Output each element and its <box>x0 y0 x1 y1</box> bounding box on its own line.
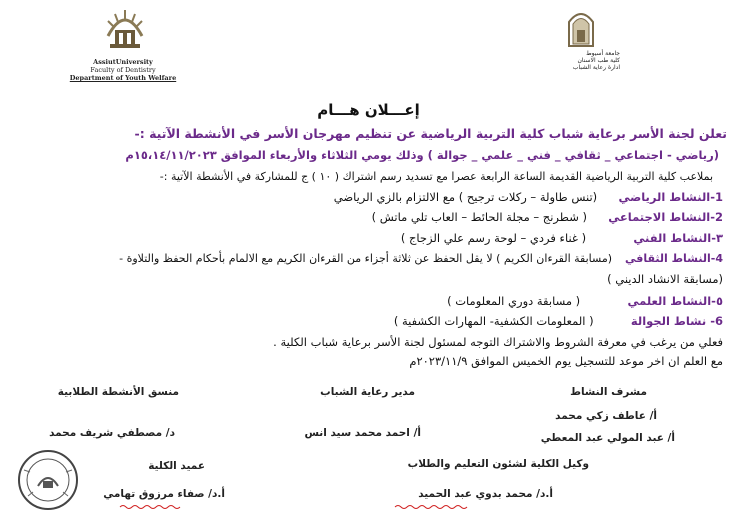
activity-detail: ( المعلومات الكشفية- المهارات الكشفية ) <box>393 314 594 328</box>
activity-detail: (مسابقة القرءان الكريم ) لا يقل الحفظ عن ثلاثة أجزاء من القرءان الكريم مع الالمام بأحكام الحفظ والتلاوة - <box>119 252 613 265</box>
activity-label: ٣-النشاط الفني <box>633 231 723 245</box>
activity-detail: ( شطرنج – مجلة الحائط – العاب تلي ماتش ) <box>371 210 587 224</box>
activity-detail: ( غناء فردي – لوحة رسم علي الزجاج ) <box>400 231 587 245</box>
note-line-1: فعلي من يرغب في معرفة الشروط والاشتراك التوجه لمسئول لجنة الأسر برعاية شباب الكلية . <box>273 335 723 349</box>
activity-label: 1-النشاط الرياضي <box>618 190 723 204</box>
header-right-line1: جامعة أسيوط <box>586 50 620 57</box>
activity-label: 6- نشاط الجوالة <box>630 314 723 328</box>
youth-director-title: مدير رعاية الشباب <box>320 386 415 398</box>
activity-label: 4-النشاط الثقافي <box>625 252 723 265</box>
venue-line: بملاعب كلية التربية الرياضية القديمة الساعة الرابعة عصرا مع تسديد رسم اشتراك ( ١٠ ) ج للمشاركة في الأنشطة الآتية :- <box>159 170 713 183</box>
vice-dean-title: وكيل الكلية لشئون التعليم والطلاب <box>407 458 589 470</box>
university-name: AssiutUniversity <box>93 58 153 66</box>
supervisor-name-1: أ/ عاطف زكي محمد <box>555 410 657 422</box>
activity-label: 2-النشاط الاجتماعي <box>608 210 723 224</box>
activity-detail: (تنس طاولة – ركلات ترجيح ) مع الالتزام بالزي الرياضي <box>333 190 598 204</box>
coordinator-title: منسق الأنشطة الطلابية <box>57 386 179 398</box>
header-right-line3: ادارة رعاية الشباب <box>572 64 620 71</box>
activity-label: (مسابقة الانشاد الديني ) <box>607 272 723 286</box>
supervisor-name-2: أ/ عبد المولي عبد المعطي <box>540 432 675 444</box>
note-line-2: مع العلم ان اخر موعد للتسجيل يوم الخميس الموافق ٢٠٢٣/١١/٩م <box>409 354 723 368</box>
department-name: Department of Youth Welfare <box>69 74 177 82</box>
dean-title: عميد الكلية <box>148 460 205 472</box>
coordinator-name: د/ مصطفي شريف محمد <box>49 427 175 439</box>
announcement-title: إعـــلان هـــام <box>317 101 420 119</box>
vice-dean-name: أ.د/ محمد بدوي عبد الحميد <box>418 488 553 500</box>
activity-detail: ( مسابقة دوري المعلومات ) <box>447 294 581 308</box>
activity-label: ٥-النشاط العلمي <box>627 294 723 308</box>
dean-name: أ.د/ صفاء مرزوق تهامي <box>103 488 225 500</box>
faculty-name: Faculty of Dentistry <box>90 66 156 74</box>
types-line: (رياضي - اجتماعي _ ثقافي _ فني _ علمي _ جوالة ) وذلك يومي الثلاثاء والأربعاء الموافق ١٥،١٤/١١/٢٠٢٣م <box>125 148 719 162</box>
youth-director-name: أ/ احمد محمد سيد انس <box>304 427 421 439</box>
intro-line: تعلن لجنة الأسر برعاية شباب كلية التربية الرياضية عن تنظيم مهرجان الأسر في الأنشطة الآتية :- <box>134 126 727 141</box>
supervisor-title: مشرف النشاط <box>570 386 647 398</box>
header-right-line2: كلية طب الاسنان <box>577 57 620 64</box>
